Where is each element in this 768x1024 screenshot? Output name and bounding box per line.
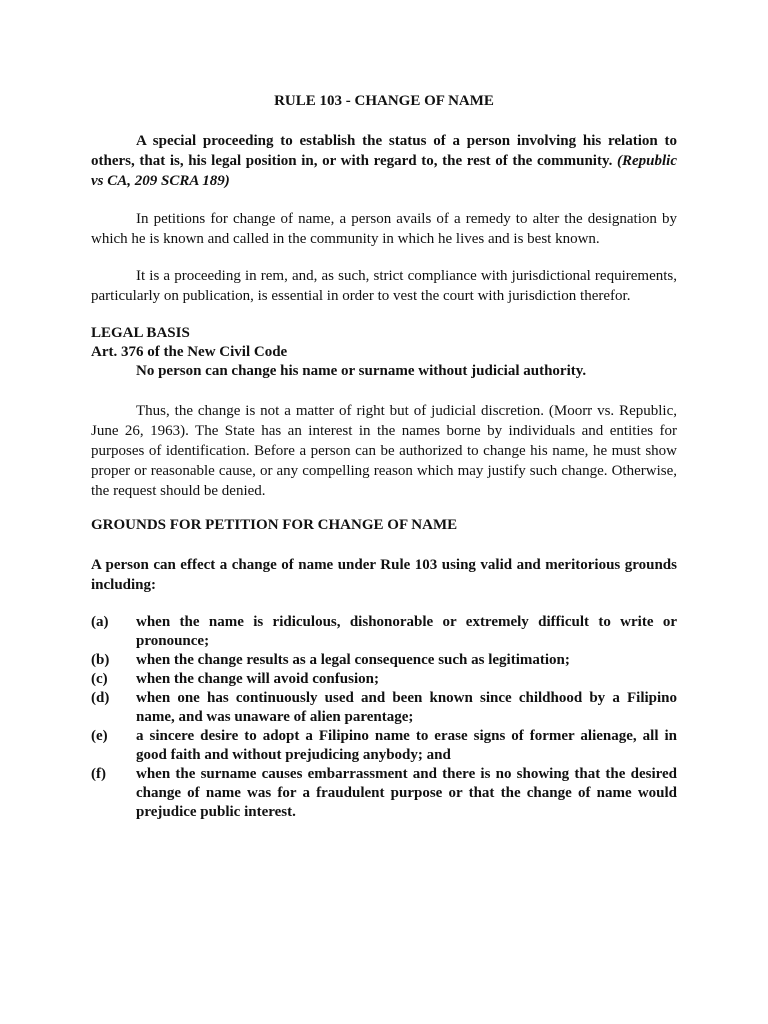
document-title: RULE 103 - CHANGE OF NAME [274, 93, 494, 109]
legal-basis-heading: LEGAL BASIS [91, 325, 190, 341]
list-item-marker: (b) [91, 652, 110, 668]
list-item-marker: (c) [91, 671, 108, 687]
grounds-heading: GROUNDS FOR PETITION FOR CHANGE OF NAME [91, 517, 458, 533]
remedy-text: In petitions for change of name, a person avails of a remedy to alter the designation by which he is known and called in the community in which he lives and is best known. [91, 211, 677, 247]
list-item-text: when the surname causes embarrassment and there is no showing that the desired change of name was for a fraudulent purpose or that the change of name would prejudice public interest. [136, 766, 677, 820]
definition-citation: (Republic vs CA, 209 SCRA 189) [91, 153, 677, 189]
list-item-text: a sincere desire to adopt a Filipino name to erase signs of former alienage, all in good faith and without prejudicing anybody; and [136, 728, 677, 763]
in-rem-text: It is a proceeding in rem, and, as such, strict compliance with jurisdictional requirements, particularly on publication, is essential in order to vest the court with jurisdiction therefor. [91, 268, 677, 304]
list-item-text: when the change will avoid confusion; [136, 671, 379, 687]
list-item-text: when the name is ridiculous, dishonorable or extremely difficult to write or pronounce; [136, 614, 677, 649]
legal-basis-article: Art. 376 of the New Civil Code [91, 344, 288, 360]
discussion-text: Thus, the change is not a matter of right but of judicial discretion. (Moorr vs. Republic, June 26, 1963). The State has an interest in the names borne by individuals and entities for purposes of identification. Before a person can be authorized to change his name, he must show proper or reasonable cause, or any compelling reason which may justify such change. Otherwise, the request should be denied. [91, 403, 677, 499]
list-item [91, 689, 677, 727]
list-item-marker: (e) [91, 728, 108, 744]
in-rem-paragraph [91, 266, 677, 306]
grounds-lead: A person can effect a change of name under Rule 103 using valid and meritorious grounds including: [91, 557, 677, 593]
definition-paragraph [91, 131, 677, 191]
list-item [91, 651, 677, 670]
definition-text: A special proceeding to establish the status of a person involving his relation to others, that is, his legal position in, or with regard to, the rest of the community. [91, 133, 677, 169]
list-item-text: when one has continuously used and been known since childhood by a Filipino name, and was unaware of alien parentage; [136, 690, 677, 725]
legal-basis-provision: No person can change his name or surname without judicial authority. [136, 363, 587, 379]
list-item-marker: (a) [91, 614, 109, 630]
list-item [91, 727, 677, 765]
grounds-heading-block [91, 516, 677, 535]
grounds-lead-block [91, 555, 677, 595]
list-item-text: when the change results as a legal consequence such as legitimation; [136, 652, 570, 668]
discussion-paragraph [91, 401, 677, 501]
grounds-list [91, 613, 677, 822]
list-item [91, 670, 677, 689]
list-item-marker: (f) [91, 766, 106, 782]
list-item [91, 613, 677, 651]
list-item [91, 765, 677, 822]
remedy-paragraph [91, 209, 677, 249]
list-item-marker: (d) [91, 690, 110, 706]
legal-basis-section [91, 324, 677, 381]
